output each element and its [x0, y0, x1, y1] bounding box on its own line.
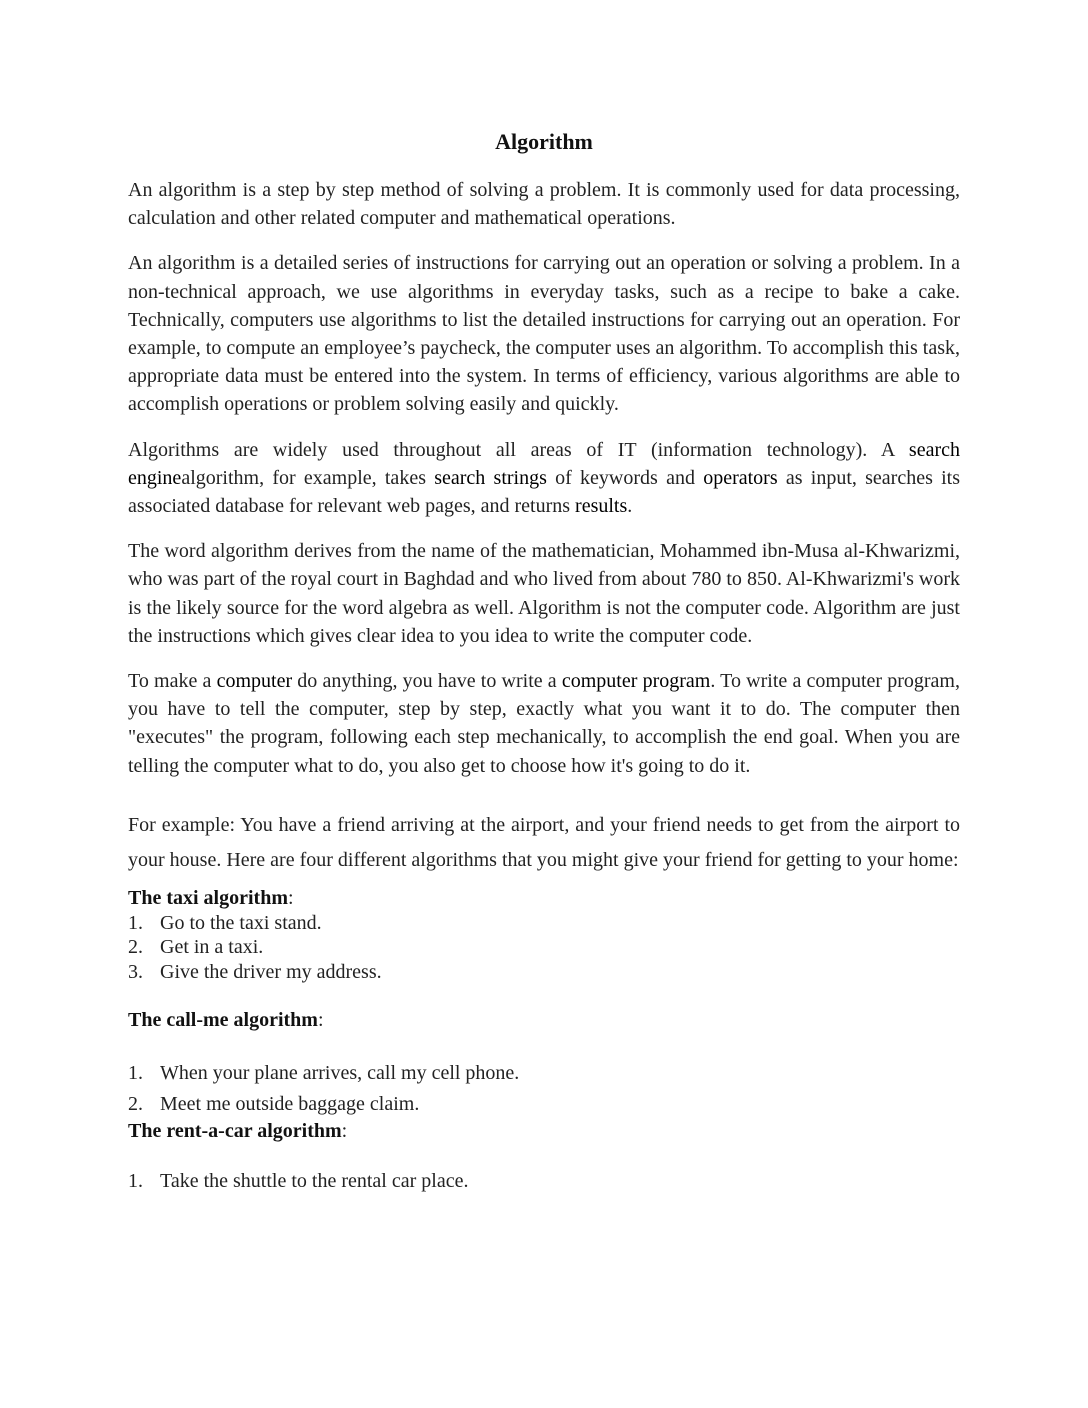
paragraph-it-usage — [128, 436, 960, 521]
text-fragment: as input, searches its associated database for relevant web pages, and returns — [128, 466, 961, 518]
heading-colon: : — [288, 886, 294, 909]
heading-call-me-algorithm — [128, 1008, 960, 1033]
list-item — [128, 1058, 960, 1089]
link-search-strings[interactable]: search strings — [434, 466, 547, 489]
heading-text: The rent-a-car algorithm — [128, 1120, 342, 1143]
list-rent-a-car-steps — [128, 1169, 960, 1194]
list-text: Meet me outside baggage claim. — [160, 1092, 420, 1115]
list-item — [128, 960, 960, 985]
list-number: 1. — [128, 1062, 143, 1085]
text-fragment: Algorithms are widely used throughout all areas of IT (information technology). A — [128, 438, 909, 461]
list-item — [128, 1089, 960, 1120]
list-number: 1. — [128, 911, 143, 934]
heading-colon: : — [341, 1120, 348, 1143]
list-text: Give the driver my address. — [160, 960, 382, 983]
paragraph-computer-program — [128, 667, 960, 780]
link-computer-program[interactable]: computer program — [561, 670, 711, 693]
heading-taxi-algorithm — [128, 886, 960, 911]
link-operators[interactable]: operators — [703, 466, 778, 489]
text-fragment: . — [627, 495, 633, 518]
document-page — [128, 126, 960, 1194]
list-taxi-steps — [128, 911, 960, 985]
list-text: Get in a taxi. — [160, 936, 264, 959]
heading-text: The taxi algorithm — [128, 886, 288, 909]
list-text: Go to the taxi stand. — [160, 911, 322, 934]
list-item — [128, 1169, 960, 1194]
list-text: Take the shuttle to the rental car place. — [160, 1170, 469, 1193]
list-number: 3. — [128, 960, 143, 983]
paragraph-example: For example: You have a friend arriving at the airport, and your friend needs to get from the airport to your house. Here are four different algorithms that you might give your friend for getting to your home: — [128, 813, 960, 871]
link-results[interactable]: results — [575, 495, 628, 518]
list-text: When your plane arrives, call my cell phone. — [160, 1062, 520, 1085]
heading-text: The call-me algorithm — [128, 1009, 318, 1032]
heading-colon: : — [317, 1009, 324, 1032]
list-item — [128, 935, 960, 960]
page-title: Algorithm — [495, 129, 593, 154]
heading-rent-a-car-algorithm — [128, 1119, 960, 1144]
paragraph-definition: An algorithm is a step by step method of solving a problem. It is commonly used for data processing, calculation and other related computer and mathematical operations. — [128, 179, 960, 230]
paragraph-etymology: The word algorithm derives from the name of the mathematician, Mohammed ibn-Musa al-Khwarizmi, who was part of the royal court in Baghdad and who lived from about 780 to 850. Al-Khwarizmi's work is the likely source for the word algebra as well. Algorithm is not the computer code. Algorithm are just the instructions which gives clear idea to you idea to write the computer code. — [128, 540, 960, 647]
list-number: 2. — [128, 936, 143, 959]
list-number: 1. — [128, 1170, 143, 1193]
text-fragment: To make a — [128, 670, 217, 693]
text-fragment: of keywords and — [546, 466, 704, 489]
list-number: 2. — [128, 1092, 143, 1115]
text-fragment: algorithm, for example, takes — [181, 466, 435, 489]
text-fragment: do anything, you have to write a — [292, 670, 562, 693]
paragraph-detailed-series: An algorithm is a detailed series of instructions for carrying out an operation or solving a problem. In a non-technical approach, we use algorithms in everyday tasks, such as a recipe to bake a cake. Technically, computers use algorithms to list the detailed instructions for carrying out an operation. For example, to compute an employee’s paycheck, the computer uses an algorithm. To accomplish this task, appropriate data must be entered into the system. In terms of efficiency, various algorithms are able to accomplish operations or problem solving easily and quickly. — [128, 252, 960, 416]
link-search-engine[interactable]: search engine — [128, 438, 960, 489]
link-computer[interactable]: computer — [216, 670, 293, 693]
list-item — [128, 911, 960, 936]
list-call-me-steps — [128, 1058, 960, 1119]
text-fragment: . To write a computer program, you have to tell the computer, step by step, exactly what you want it to do. The computer then "executes" the program, following each step mechanically, to accomplish the end goal. When you are telling the computer what to do, you also get to choose how it's going to do it. — [128, 670, 960, 777]
